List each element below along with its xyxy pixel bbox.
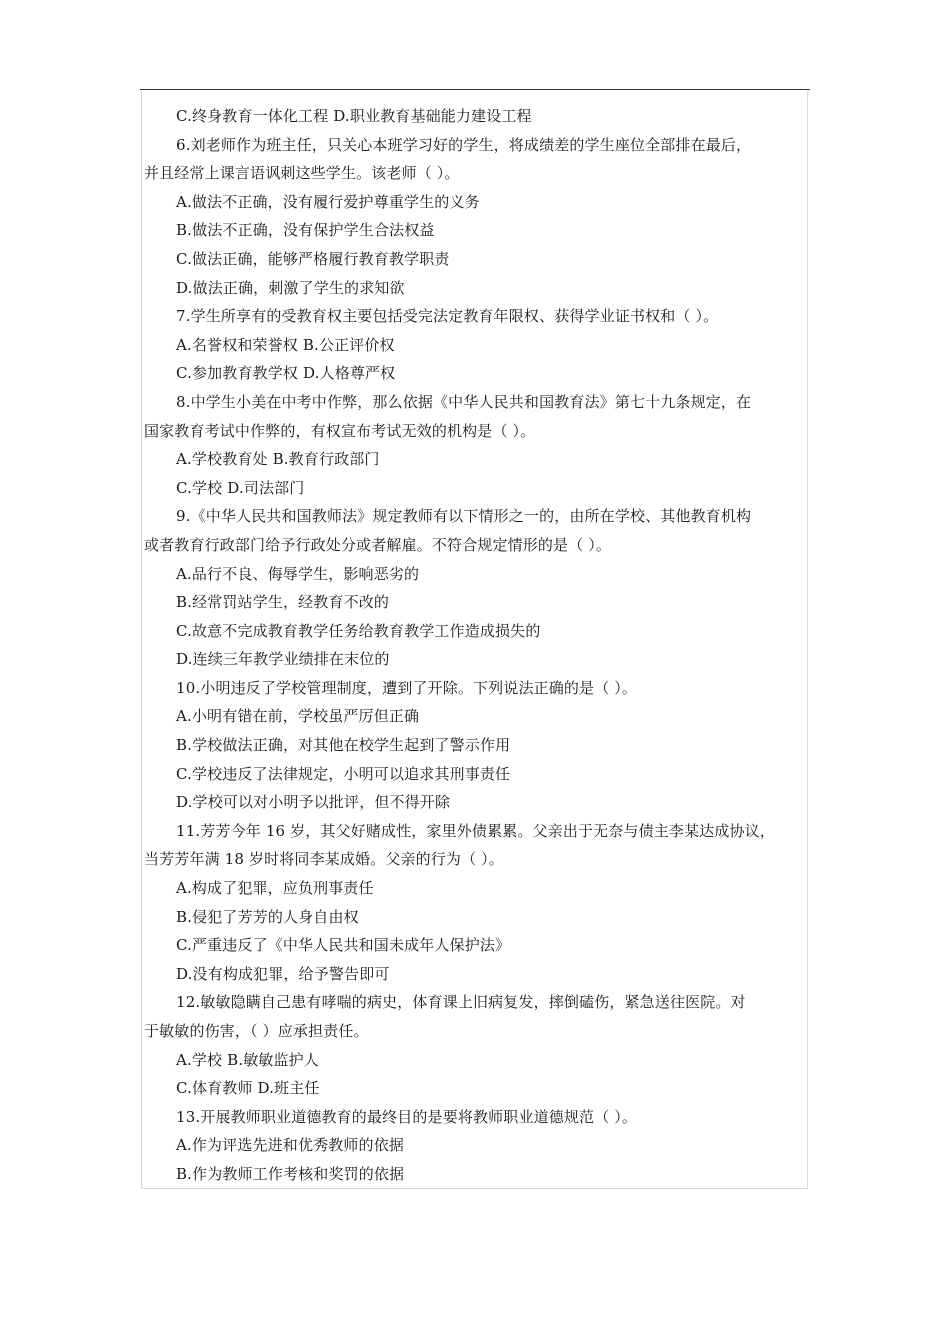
- text-line: 8.中学生小美在中考中作弊，那么依据《中华人民共和国教育法》第七十九条规定，在: [176, 392, 752, 411]
- text-line: 12.敏敏隐瞒自己患有哮喘的病史，体育课上旧病复发，摔倒磕伤，紧急送往医院。对: [176, 993, 746, 1012]
- document-body: [141, 91, 808, 1189]
- text-line: D.连续三年教学业绩排在末位的: [176, 650, 390, 669]
- text-line: A.品行不良、侮辱学生，影响恶劣的: [176, 564, 420, 583]
- text-line: 9.《中华人民共和国教师法》规定教师有以下情形之一的，由所在学校、其他教育机构: [176, 507, 752, 526]
- text-line: B.学校做法正确，对其他在校学生起到了警示作用: [176, 736, 511, 755]
- text-line: 并且经常上课言语讽刺这些学生。该老师（ ）。: [144, 164, 460, 183]
- text-line: D.没有构成犯罪，给予警告即可: [176, 964, 390, 983]
- text-line: 当芳芳年满 18 岁时将同李某成婚。父亲的行为（ ）。: [144, 850, 504, 869]
- text-line: D.学校可以对小明予以批评，但不得开除: [176, 793, 451, 812]
- header-rule: [140, 89, 810, 90]
- text-line: 13.开展教师职业道德教育的最终目的是要将教师职业道德规范（ ）。: [176, 1107, 638, 1126]
- text-line: 11.芳芳今年 16 岁，其父好赌成性，家里外债累累。父亲出于无奈与债主李某达成协议，: [176, 821, 775, 840]
- text-line: A.构成了犯罪，应负刑事责任: [176, 879, 374, 898]
- text-line: C.做法正确，能够严格履行教育教学职责: [176, 249, 450, 268]
- text-line: C.体育教师 D.班主任: [176, 1079, 320, 1098]
- text-line: C.学校 D.司法部门: [176, 478, 305, 497]
- text-line: 或者教育行政部门给予行政处分或者解雇。不符合规定情形的是（ ）。: [144, 535, 612, 554]
- text-line: B.侵犯了芳芳的人身自由权: [176, 907, 359, 926]
- text-line: C.参加教育教学权 D.人格尊严权: [176, 364, 396, 383]
- text-line: A.学校教育处 B.教育行政部门: [176, 450, 380, 469]
- text-line: B.作为教师工作考核和奖罚的依据: [176, 1164, 405, 1183]
- text-line: A.学校 B.敏敏监护人: [176, 1050, 319, 1069]
- text-line: D.做法正确，刺激了学生的求知欲: [176, 278, 405, 297]
- text-line: B.做法不正确，没有保护学生合法权益: [176, 221, 435, 240]
- text-line: C.严重违反了《中华人民共和国未成年人保护法》: [176, 936, 511, 955]
- text-line: C.学校违反了法律规定，小明可以追求其刑事责任: [176, 764, 511, 783]
- text-lines: [142, 102, 807, 1189]
- text-line: 10.小明违反了学校管理制度，遭到了开除。下列说法正确的是（ ）。: [176, 678, 638, 697]
- text-line: 于敏敏的伤害，（ ）应承担责任。: [144, 1022, 369, 1040]
- text-line: C.终身教育一体化工程 D.职业教育基础能力建设工程: [176, 107, 532, 125]
- text-line: A.做法不正确，没有履行爱护尊重学生的义务: [176, 192, 480, 211]
- text-line: 7.学生所享有的受教育权主要包括受完法定教育年限权、获得学业证书权和（ ）。: [176, 307, 719, 326]
- text-line: 国家教育考试中作弊的，有权宣布考试无效的机构是（ ）。: [144, 421, 536, 440]
- text-line: C.故意不完成教育教学任务给教育教学工作造成损失的: [176, 621, 541, 640]
- text-line: 6.刘老师作为班主任，只关心本班学习好的学生，将成绩差的学生座位全部排在最后，: [176, 135, 752, 154]
- text-line: A.作为评选先进和优秀教师的依据: [176, 1136, 405, 1155]
- text-line: B.经常罚站学生，经教育不改的: [176, 593, 390, 612]
- text-line: A.小明有错在前，学校虽严厉但正确: [176, 707, 420, 726]
- text-line: A.名誉权和荣誉权 B.公正评价权: [176, 335, 395, 354]
